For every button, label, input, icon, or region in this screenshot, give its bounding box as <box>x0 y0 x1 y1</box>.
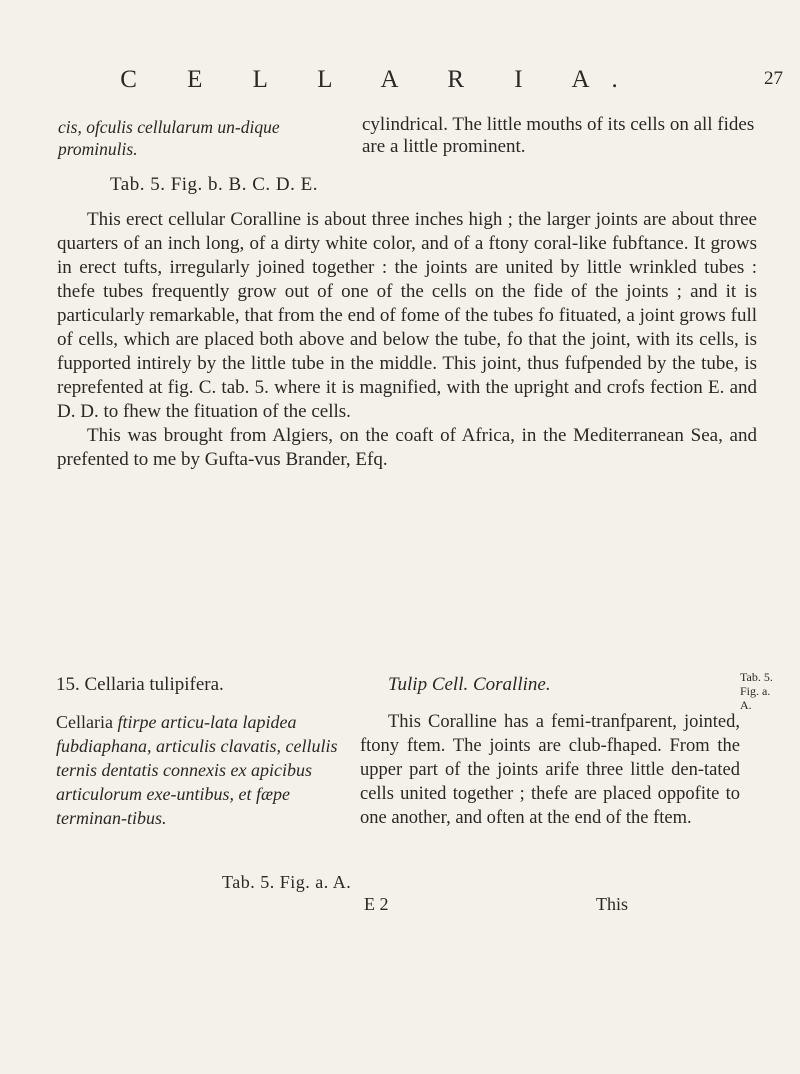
latin-description-text: ftirpe articu-lata lapidea fubdiaphana, articulis clavatis, cellulis ternis dentatis connexis ex apicibus articulorum exe-untibus, et fæpe terminan-tibus. <box>56 712 338 828</box>
latin-description <box>56 710 356 830</box>
body-paragraph-2: This was brought from Algiers, on the coaft of Africa, in the Mediterranean Sea, and prefented to me by Gufta-vus Brander, Efq. <box>57 425 757 470</box>
margin-note <box>740 670 773 712</box>
page-number: 27 <box>764 68 783 89</box>
signature-mark: E 2 <box>364 894 389 914</box>
english-description-continued: cylindrical. The little mouths of its cells on all fides are a little prominent. <box>362 114 755 157</box>
body-paragraph-1: This erect cellular Coralline is about three inches high ; the larger joints are about three quarters of an inch long, of a dirty white color, and of a ftony coral-like fubftance. It grows in erect tufts, irregularly joined together : the joints are united by little wrinkled tubes : thefe tubes frequently grow out of one of the cells on the fide of the joints ; and it is particularly remarkable, that from the end of fome of the tubes fo fituated, a joint grows full of cells, which are placed both above and below the tube, fo that the joint, with its cells, is fupported intirely by the little tube in the middle. This joint, thus fufpended by the tube, is reprefented at fig. C. tab. 5. where it is magnified, with the upright and crofs fection E. and D. D. to fhew the fituation of the cells. <box>57 209 757 422</box>
plate-reference: Tab. 5. Fig. b. B. C. D. E. <box>110 174 318 195</box>
english-description-text: This Coralline has a femi-tranfparent, jointed, ftony ftem. The joints are club-fhaped. From the upper part of the joints arife three little den-tated cells united together ; thefe are placed oppofite to one another, and often at the end of the ftem. <box>360 712 740 828</box>
main-body-text <box>57 208 757 472</box>
species-heading: 15. Cellaria tulipifera. <box>56 674 224 695</box>
catchword: This <box>596 894 629 914</box>
species-plate-reference: Tab. 5. Fig. a. A. <box>222 872 352 892</box>
latin-description-continued: cis, ofculis cellularum un-dique prominulis. <box>58 117 280 159</box>
running-head: C E L L A R I A. <box>120 66 640 93</box>
margin-note-letter: A. <box>740 698 752 712</box>
latin-genus: Cellaria <box>56 712 113 732</box>
species-common-name: Tulip Cell. Coralline. <box>388 674 551 695</box>
english-description <box>360 710 740 830</box>
margin-note-tab: Tab. 5. <box>740 670 773 684</box>
margin-note-fig: Fig. a. <box>740 684 771 698</box>
